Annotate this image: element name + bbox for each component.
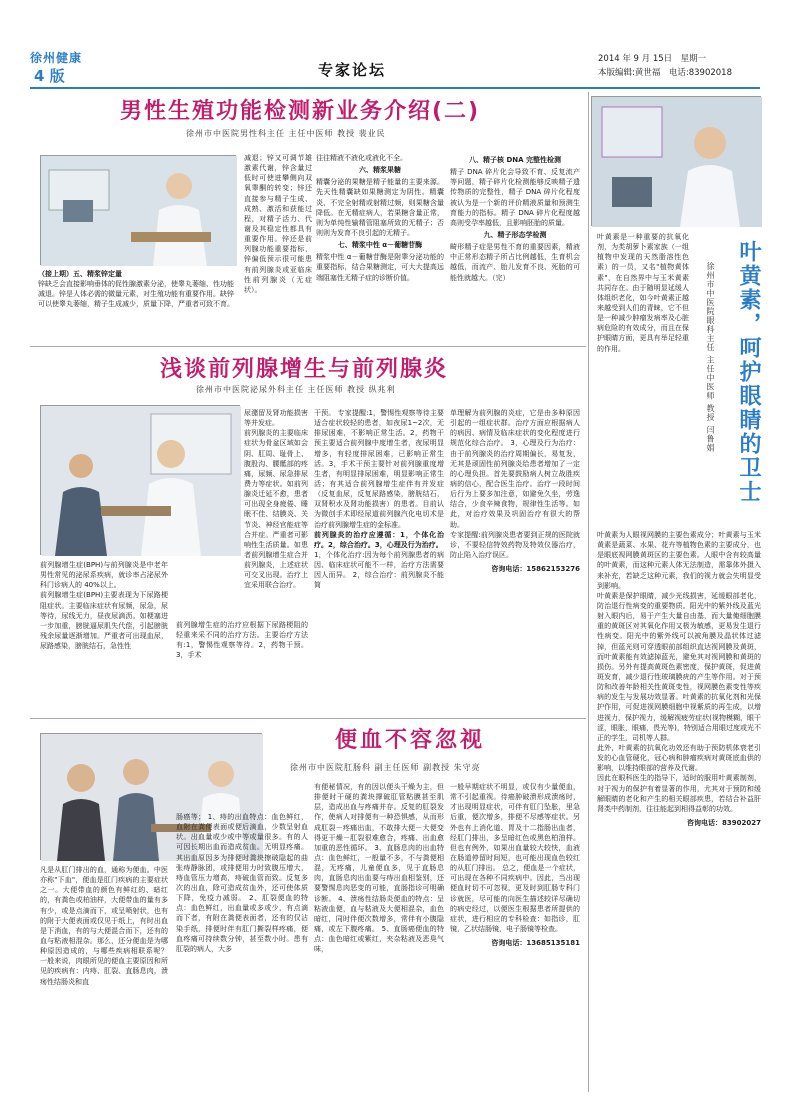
article3-byline: 徐州市中医院肛肠科 副主任医师 副教授 朱守亮: [290, 763, 481, 772]
article1-caption-block: [38, 269, 238, 310]
article1-col4: [450, 153, 580, 283]
article2-col1-top-b: 前列腺炎的主要临床症状为骨盆区域如会阴、肛周、耻骨上、腹股沟、腰骶部的疼痛，尿频、尿急排尿费力等症状。如前列腺炎迁延不愈，患者可出现全身疲倦、睡眠不佳、结膜炎、关节炎、神经官能症等合并症。严重者可影响性生活质量。如患者前列腺增生症合并前列腺炎，上述症状可交叉出现。治疗上宜采用联合治疗。: [244, 429, 308, 590]
article2-col2-body: 干预。 专家提醒:1，警惕性观察等待主要适合症状较轻的患者，如夜尿1~2次，无排尿困难，不影响正常生活。2，药物干预主要适合前列腺中度增生者，夜尿明显增多，有轻度排尿困难，已影响正常生活。3，手术干预主要针对前列腺重度增生者，有明显排尿困难，明显影响正常生活；有其适合前列腺增生症伴有并发症（反复血尿，反复尿路感染，膀胱结石，双肾积水及肾功能损害）的患者。目前认为微创手术即经尿道前列腺汽化电切术是治疗前列腺增生症的金标准。: [314, 409, 444, 529]
article2-col3-body: 单理解为前列腺的炎症，它是由多种原因引起的一组症状群。治疗方面应根据病人的病因、病情及临床症状的变化程度进行规范化综合治疗。 3，心理及行为治疗：由于前列腺炎的治疗周期偏长，易复发，无其是顽固性前列腺炎给患者增加了一定的心理负担。首先要鼓励病人树立战胜疾病的信心，配合医生治疗。治疗一段时间后行为上要多加注意，如避免久坐，劳逸结合，少食辛辣食物，规律性生活等。如此，对治疗效果及巩固治疗有很大的帮助。: [450, 409, 580, 529]
article1-heading-8: 八、精子核 DNA 完整性检测: [469, 156, 561, 164]
article2-col1-low: [40, 560, 168, 651]
article2-byline: 徐州市中医院泌尿外科主任 主任医师 教授 纵兆利: [196, 385, 396, 394]
sidebar-title: 叶黄素，呵护眼睛的卫士: [736, 240, 761, 504]
article1-col2: 减退；锌又可调节雄激素代谢，锌含量过低时可使进攀侧向双氧睾酮的转变；锌还直接参与精子生成、成熟、激活和获能过程，对精子活力、代谢及其稳定性都具有重要作用。锌还是前列腺功能重要指标，锌偏低预示很可能患有前列腺炎或亚临床性前列腺炎（无症状）。: [244, 154, 312, 294]
article1-col1-text: 锌缺乏会直接影响垂体的促性腺激素分泌，使睾丸萎缩、性功能减退。锌是人体必需的微量元素，对生殖功能有重要作用。缺锌可以使睾丸萎缩，精子生成减少，质量下降，严重者可致不育。: [38, 280, 234, 309]
article1-heading-9: 九、精子形态学检测: [483, 230, 547, 239]
article1-col4-body2: 畸形精子症是男性不育的重要因素，精液中正常形态精子所占比例越低，生育机会越低，而流产、胎儿发育不良、死胎的可能性就越大。（完）: [450, 243, 580, 282]
sidebar-col-top: [597, 232, 689, 354]
editor-line: 本版编辑:黄世福 电话:83902018: [598, 68, 732, 79]
article3-col3: 有便秘情况，有的因以便头干燥为主，但排便时干硬的粪块撑破肛管粘膜甚至肌层，造成出血与疼痛并存。反复的肛裂发作，使病人对排便有一种恐惧感，从而形成肛裂－疼痛出血，不敢排大便－大便变得更干燥－肛裂很难愈合，疼痛、出血愈加重的恶性循环。 3、直肠息肉的出血特点：血色鲜红，一般量不多，不与粪便相混，无疼痛，儿童便血多，见于直肠息肉，直肠息肉出血要与痔出血相鉴别，还要警惕息肉恶变的可能，直肠指诊可明确诊断。 4、溃疡性结肠炎便血的特点：呈粘液血便，血与粘液及大便相混杂，血色暗红，同时伴便次数增多，常伴有小腹隐痛，或左下腹疼痛。 5、直肠癌便血的特点：血色暗红或紫红，夹杂粘液及恶臭气味，: [314, 783, 444, 954]
article1-photo: [40, 155, 236, 265]
sidebar-contact: 咨询电话：83902027: [687, 818, 761, 827]
article1-heading-6: 六、精浆果糖: [359, 166, 401, 175]
sidebar-col: [597, 530, 761, 828]
article3-title: 便血不容忽视: [335, 728, 486, 753]
page-version: 4 版: [34, 67, 65, 85]
sidebar-p3: 叶黄素是保护眼睛，减少光线损害，延缓眼部老化，防治退行性病变的重要物质。阳光中的紫外线及蓝光射入眼内后，易于产生大量自由基，而大量俺细胞膜重的黄斑区对其氧化作用又极为敏感，更易发生退行性病变。阳光中的紫外线可以被角膜及晶状体过滤掉，但蓝光则可穿透眼前部组织直达视网膜及黄斑，而叶黄素能有效滤掉蓝光，避免其对视网膜和黄斑的损伤。另外有提高黄斑色素密度，保护黄斑，促进黄斑发育，减少退行性玻璃膜疣的产生等作用。对于预防和改善年龄相关性黄斑变性，视网膜色素变性等疾病的发生与发展功效显著。叶黄素的抗氧化剂和光保护作用，可促进视网膜细胞中视紫质的再生成，以增进视力，保护视力，缓解视疲劳症状(视物模糊，眼干涩，眼胀，眼痛，畏光等)，特别适合用眼过度或光不正的学生，司机等人群。: [597, 591, 761, 742]
article1-col3-body2: 精浆中性 α－葡糖苷酶是附睾分泌功能的重要指标，结合果糖测定，可大大提高远端阻塞性无精子症的诊断价值。: [316, 253, 444, 282]
header-rule: [30, 87, 760, 89]
article3-col2: 肠癌等； 1、痔的出血特点：血色鲜红，血附在粪便表面或便后滴血，少数呈射血状。出血量或少或中等或量很多。有的人可因长期出血而造成贫血。无明显疼痛。其出血原因多为排便时粪块擦破隐起的曲张痔静脉团，或排便用力时致腹压增大，痔血管压力增高，痔破血管而致。反复多次的出血，除可造成贫血外，还可使体质下降，免疫力减弱。 2、肛裂便血的特点：血色鲜红，出血量或多或少，有点滴而下者，有附在粪便表面者，还有的仅沾染手纸，排便时伴有肛门撕裂样疼痛，便血疼痛可持续数分钟，甚至数小时。患有肛裂的病人，大多: [176, 813, 308, 953]
article2-contact: 咨询电话：15862153276: [491, 565, 580, 574]
article3-col4-body: 一般早期症状不明显，或仅有少量便血，常不引起重视。待癌肿破溃形成溃疡时，才出现明显症状，可伴有肛门坠胀，里急后重，便次增多，排便不尽感等症状。另外也有上消化道、胃及十二指肠出血者，经肛门排出，多呈暗红色或黑色柏油样。但也有例外，如果出血量较大较快，血液在肠道停留时间短，也可能出现血色较红的从肛门排出。 总之，便血是一个症状，可出现在各种不同疾病中。因此，当出现便血时切不可忽视，更及时到肛肠专科门诊就医，尽可能的向医生描述较详尽确切的病史经过，以便医生根据患者所提供的症状，进行相应的专科检查：如指诊，肛镜，乙状结肠镜，电子肠镜等检查。: [450, 783, 580, 933]
article1-col3-intro: 往往精液不液化或液化不全。: [316, 154, 407, 162]
article2-photo: [40, 405, 240, 555]
article3-contact: 咨询电话：13685135181: [491, 939, 580, 948]
article1-col3-body: 精囊分泌的果糖是精子能量的主要来源。先天性精囊缺如果糖测定为阴性。精囊炎、不完全射精或射精过频，则果糖含量降低。在无精症病人，若果糖含量正常，则为单纯性输精管阻塞所致的无精子；否则则为发育不良引起的无精子。: [316, 178, 444, 237]
sidebar-p2: 叶黄素为人眼视网膜的主要色素成分；叶黄素与玉米黄素是蔬菜、水果、花卉等植物色素的主要成分，也是眼底视网膜黄斑区的主要色素。人眼中含有较高量的叶黄素，而这种元素人体无法制造，需靠体外摄入来补充，若缺乏这种元素，我们的视力就会失明显受到影响。: [597, 531, 761, 590]
issue-date: 2014 年 9 月 15日 星期一: [598, 54, 707, 64]
article1-col4-body: 精子 DNA 碎片化会导致不育、反复流产等问题，精子碎片化检测能够反映精子遗传物质的完整性，精子 DNA 碎片化程度被认为是一个新的评价精液质量和预测生育能力的指标。精子 DNA 碎片化程度越高则受孕率越低，且影响胚胎的质量。: [450, 168, 580, 227]
article2-col3-tip: 专家提醒:前列腺炎患者要到正规的医院就诊，不要轻信特效药物及特效仪器治疗，防止陷入治疗误区。: [450, 530, 580, 559]
article2-col1-top-a: 尿潴留及肾功能损害等并发症。: [244, 409, 308, 428]
article1-caption: （接上期）五、精浆锌定量: [38, 270, 122, 278]
page-header: [0, 0, 785, 90]
article2-col1-top: [244, 408, 308, 591]
article1-divider: [30, 346, 586, 347]
article3-col1: 凡是从肛门排出的血，通称为便血。中医亦称"下血"，便血是肛门疾病的主要症状之一。大便带血的颜色有鲜红的、暗红的，有粪色或柏油样，大便带血的量有多有少，或是点滴而下，或呈喷射状，也有的附于大便表面或仅见于纸上，有时出血是下消血，有的与大便混合而下，还有的血与粘液相混杂。那么，还分便血是为哪种原因造成的，与哪些疾病相联系呢？ 一般来说，肉眼所见的便血主要原因和所见的疾病有：内痔、肛裂、直肠息肉，溃疡性结肠炎和直: [40, 866, 168, 986]
sidebar-p5: 因此在眼科医生的指导下，适时的服用叶黄素制剂，对于视力的保护有着显著的作用，尤其对于预防和缓解眼睛的老化和产生的相关眼部疾患，若结合补益肝肾类中药制剂，往往能起到相得益彰的功效。: [597, 774, 761, 813]
article1-heading-7: 七、精浆中性 α－葡糖苷酶: [337, 241, 423, 250]
header-info: [598, 52, 732, 81]
article2-title: 浅谈前列腺增生与前列腺炎: [160, 357, 449, 382]
article2-col1-b: 前列腺增生症的治疗应根据下尿路梗阻的轻重来采不同的治疗方法。主要治疗方法有:1，警惕性观察等待。2，药物干预。3，手术: [176, 621, 308, 660]
article3-col4: [450, 782, 580, 948]
article2-col2-heading: 前列腺炎的治疗应遵循：1，个体化治疗。2，综合治疗。3，心理及行为治疗。: [314, 530, 444, 549]
article1-title: 男性生殖功能检测新业务介绍(二): [120, 99, 481, 124]
article2-col2-body2: 1，个体化治疗:因为每个前列腺患者的病因、临床症状可能不一样，治疗方法需要因人而异。 2，综合治疗：前列腺炎不能简: [314, 550, 444, 590]
sidebar-divider: [588, 92, 589, 1092]
sidebar-p1: 叶黄素是一种重要的抗氧化剂，为类胡萝卜素家族（一组植物中发现的天然脂溶性色素）的一员，又名"植物黄体素"，在自然界中与玉米黄素共同存在。由于随明显延缓人体组织老化，如今叶黄素正越来越受到人们的青睐，它不但是一种减少肿瘤发病率及心脏病危险的有效成分，而且在保护眼睛方面，更具有举足轻重的作用。: [597, 233, 689, 353]
article2-bph: 前列腺增生症(BPH)主要表现为下尿路梗阻症状。主要临床症状有尿频，尿急，尿等待，尿线无力，昼夜尿滴沥。如梗塞进一步加重，膀胱逼尿肌失代偿，引起膀胱残余尿量逐渐增加。严重者可出现血尿，尿路感染，膀胱结石，急性性: [40, 591, 168, 651]
article1-byline: 徐州市中医院男性科主任 主任中医师 教授 裴业民: [186, 129, 386, 138]
sidebar-p4: 此外，叶黄素的抗氧化功效还有助于预防机体衰老引发的心血管硬化，冠心病和肿瘤疾病对黄斑底血供的影响，以维持眼部的营养及代谢。: [597, 743, 761, 773]
article2-divider: [30, 718, 586, 719]
sidebar-byline: 徐州市中医院眼科主任 主任中医师 教授 闫鲁娟: [706, 262, 715, 453]
article1-col3: [316, 153, 444, 283]
sidebar-photo: [591, 96, 761, 226]
article2-intro: 前列腺增生症(BPH)与前列腺炎是中老年男性常见的泌尿系疾病，就诊率占泌尿外科门诊病人的 40%以上。: [40, 561, 168, 590]
article2-col3: [450, 408, 580, 574]
article2-col2: [314, 408, 444, 591]
section-name: 专家论坛: [318, 61, 387, 79]
brand-name: 徐州健康: [30, 51, 83, 65]
